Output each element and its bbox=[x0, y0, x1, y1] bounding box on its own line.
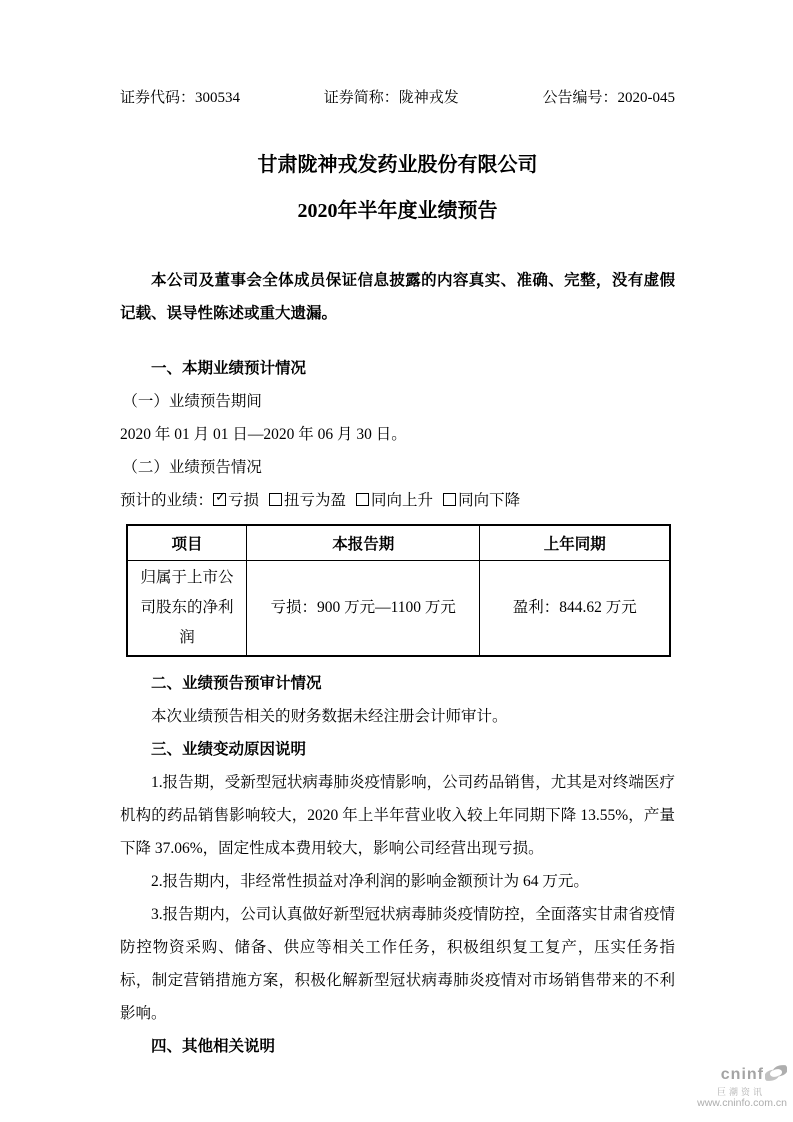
cninfo-brand-row bbox=[697, 1063, 787, 1087]
table-cell-prior: 盈利：844.62 万元 bbox=[480, 560, 670, 656]
option-up-label: 同向上升 bbox=[371, 492, 434, 509]
table-header-item: 项目 bbox=[127, 525, 246, 560]
table-header-current-period: 本报告期 bbox=[246, 525, 479, 560]
forecast-table bbox=[126, 524, 671, 657]
option-same-direction-down bbox=[443, 492, 520, 509]
option-loss-label: 亏损 bbox=[228, 492, 260, 509]
option-same-direction-up bbox=[356, 492, 433, 509]
cninfo-brand-text: cninf bbox=[720, 1065, 764, 1083]
forecast-period: 2020 年 01 月 01 日—2020 年 06 月 30 日。 bbox=[120, 426, 407, 443]
cninfo-watermark bbox=[697, 1063, 787, 1110]
table-cell-item: 归属于上市公司股东的净利润 bbox=[127, 560, 246, 656]
section2-heading: 二、业绩预告预审计情况 bbox=[151, 675, 322, 692]
report-title: 2020年半年度业绩预告 bbox=[297, 200, 498, 222]
disclaimer-paragraph: 本公司及董事会全体成员保证信息披露的内容真实、准确、完整，没有虚假记载、误导性陈述或重大遗漏。 bbox=[120, 272, 675, 322]
checkbox-checked-icon: ✓ bbox=[213, 493, 226, 506]
section1-sub2-heading: （二）业绩预告情况 bbox=[122, 459, 262, 476]
section3-paragraph-3: 3.报告期内，公司认真做好新型冠状病毒肺炎疫情防控，全面落实甘肃省疫情防控物资采购、储备、供应等相关工作任务，积极组织复工复产，压实任务指标，制定营销措施方案，积极化解新型冠状病毒肺炎疫情对市场销售带来的不利影响。 bbox=[120, 906, 675, 1022]
section3-paragraph-2: 2.报告期内，非经常性损益对净利润的影响金额预计为 64 万元。 bbox=[151, 873, 589, 890]
option-turn-profit bbox=[269, 492, 346, 509]
cninfo-swirl-icon bbox=[765, 1063, 787, 1087]
company-title: 甘肃陇神戎发药业股份有限公司 bbox=[257, 154, 538, 176]
cninfo-url: www.cninfo.com.cn bbox=[697, 1097, 787, 1110]
section2-body: 本次业绩预告相关的财务数据未经注册会计师审计。 bbox=[151, 708, 508, 725]
table-header-prior-period: 上年同期 bbox=[480, 525, 670, 560]
table-cell-current: 亏损：900 万元—1100 万元 bbox=[246, 560, 479, 656]
checkbox-empty-icon bbox=[356, 493, 369, 506]
section3-paragraph-1: 1.报告期，受新型冠状病毒肺炎疫情影响，公司药品销售，尤其是对终端医疗机构的药品销售影响较大，2020 年上半年营业收入较上年同期下降 13.55%，产量下降 37.06%，固定性成本费用较大，影响公司经营出现亏损。 bbox=[120, 774, 675, 857]
option-down-label: 同向下降 bbox=[458, 492, 521, 509]
section1-heading: 一、本期业绩预计情况 bbox=[151, 360, 307, 377]
document-header-line bbox=[120, 88, 675, 108]
cninfo-chinese-name: 巨潮资讯 bbox=[716, 1086, 765, 1097]
forecast-options-label: 预计的业绩： bbox=[120, 492, 214, 509]
forecast-options-line bbox=[120, 484, 675, 517]
option-turn-profit-label: 扭亏为盈 bbox=[284, 492, 347, 509]
section3-heading: 三、业绩变动原因说明 bbox=[151, 741, 307, 758]
checkbox-empty-icon bbox=[443, 493, 456, 506]
option-loss bbox=[213, 492, 259, 509]
announcement-number: 公告编号：2020-045 bbox=[542, 90, 675, 106]
table-row bbox=[127, 560, 670, 656]
section1-sub1-heading: （一）业绩预告期间 bbox=[122, 393, 262, 410]
table-header-row bbox=[127, 525, 670, 560]
checkbox-empty-icon bbox=[269, 493, 282, 506]
section4-heading: 四、其他相关说明 bbox=[151, 1038, 276, 1055]
stock-short-name: 证券简称：陇神戎发 bbox=[323, 90, 459, 106]
stock-code: 证券代码：300534 bbox=[120, 90, 241, 106]
